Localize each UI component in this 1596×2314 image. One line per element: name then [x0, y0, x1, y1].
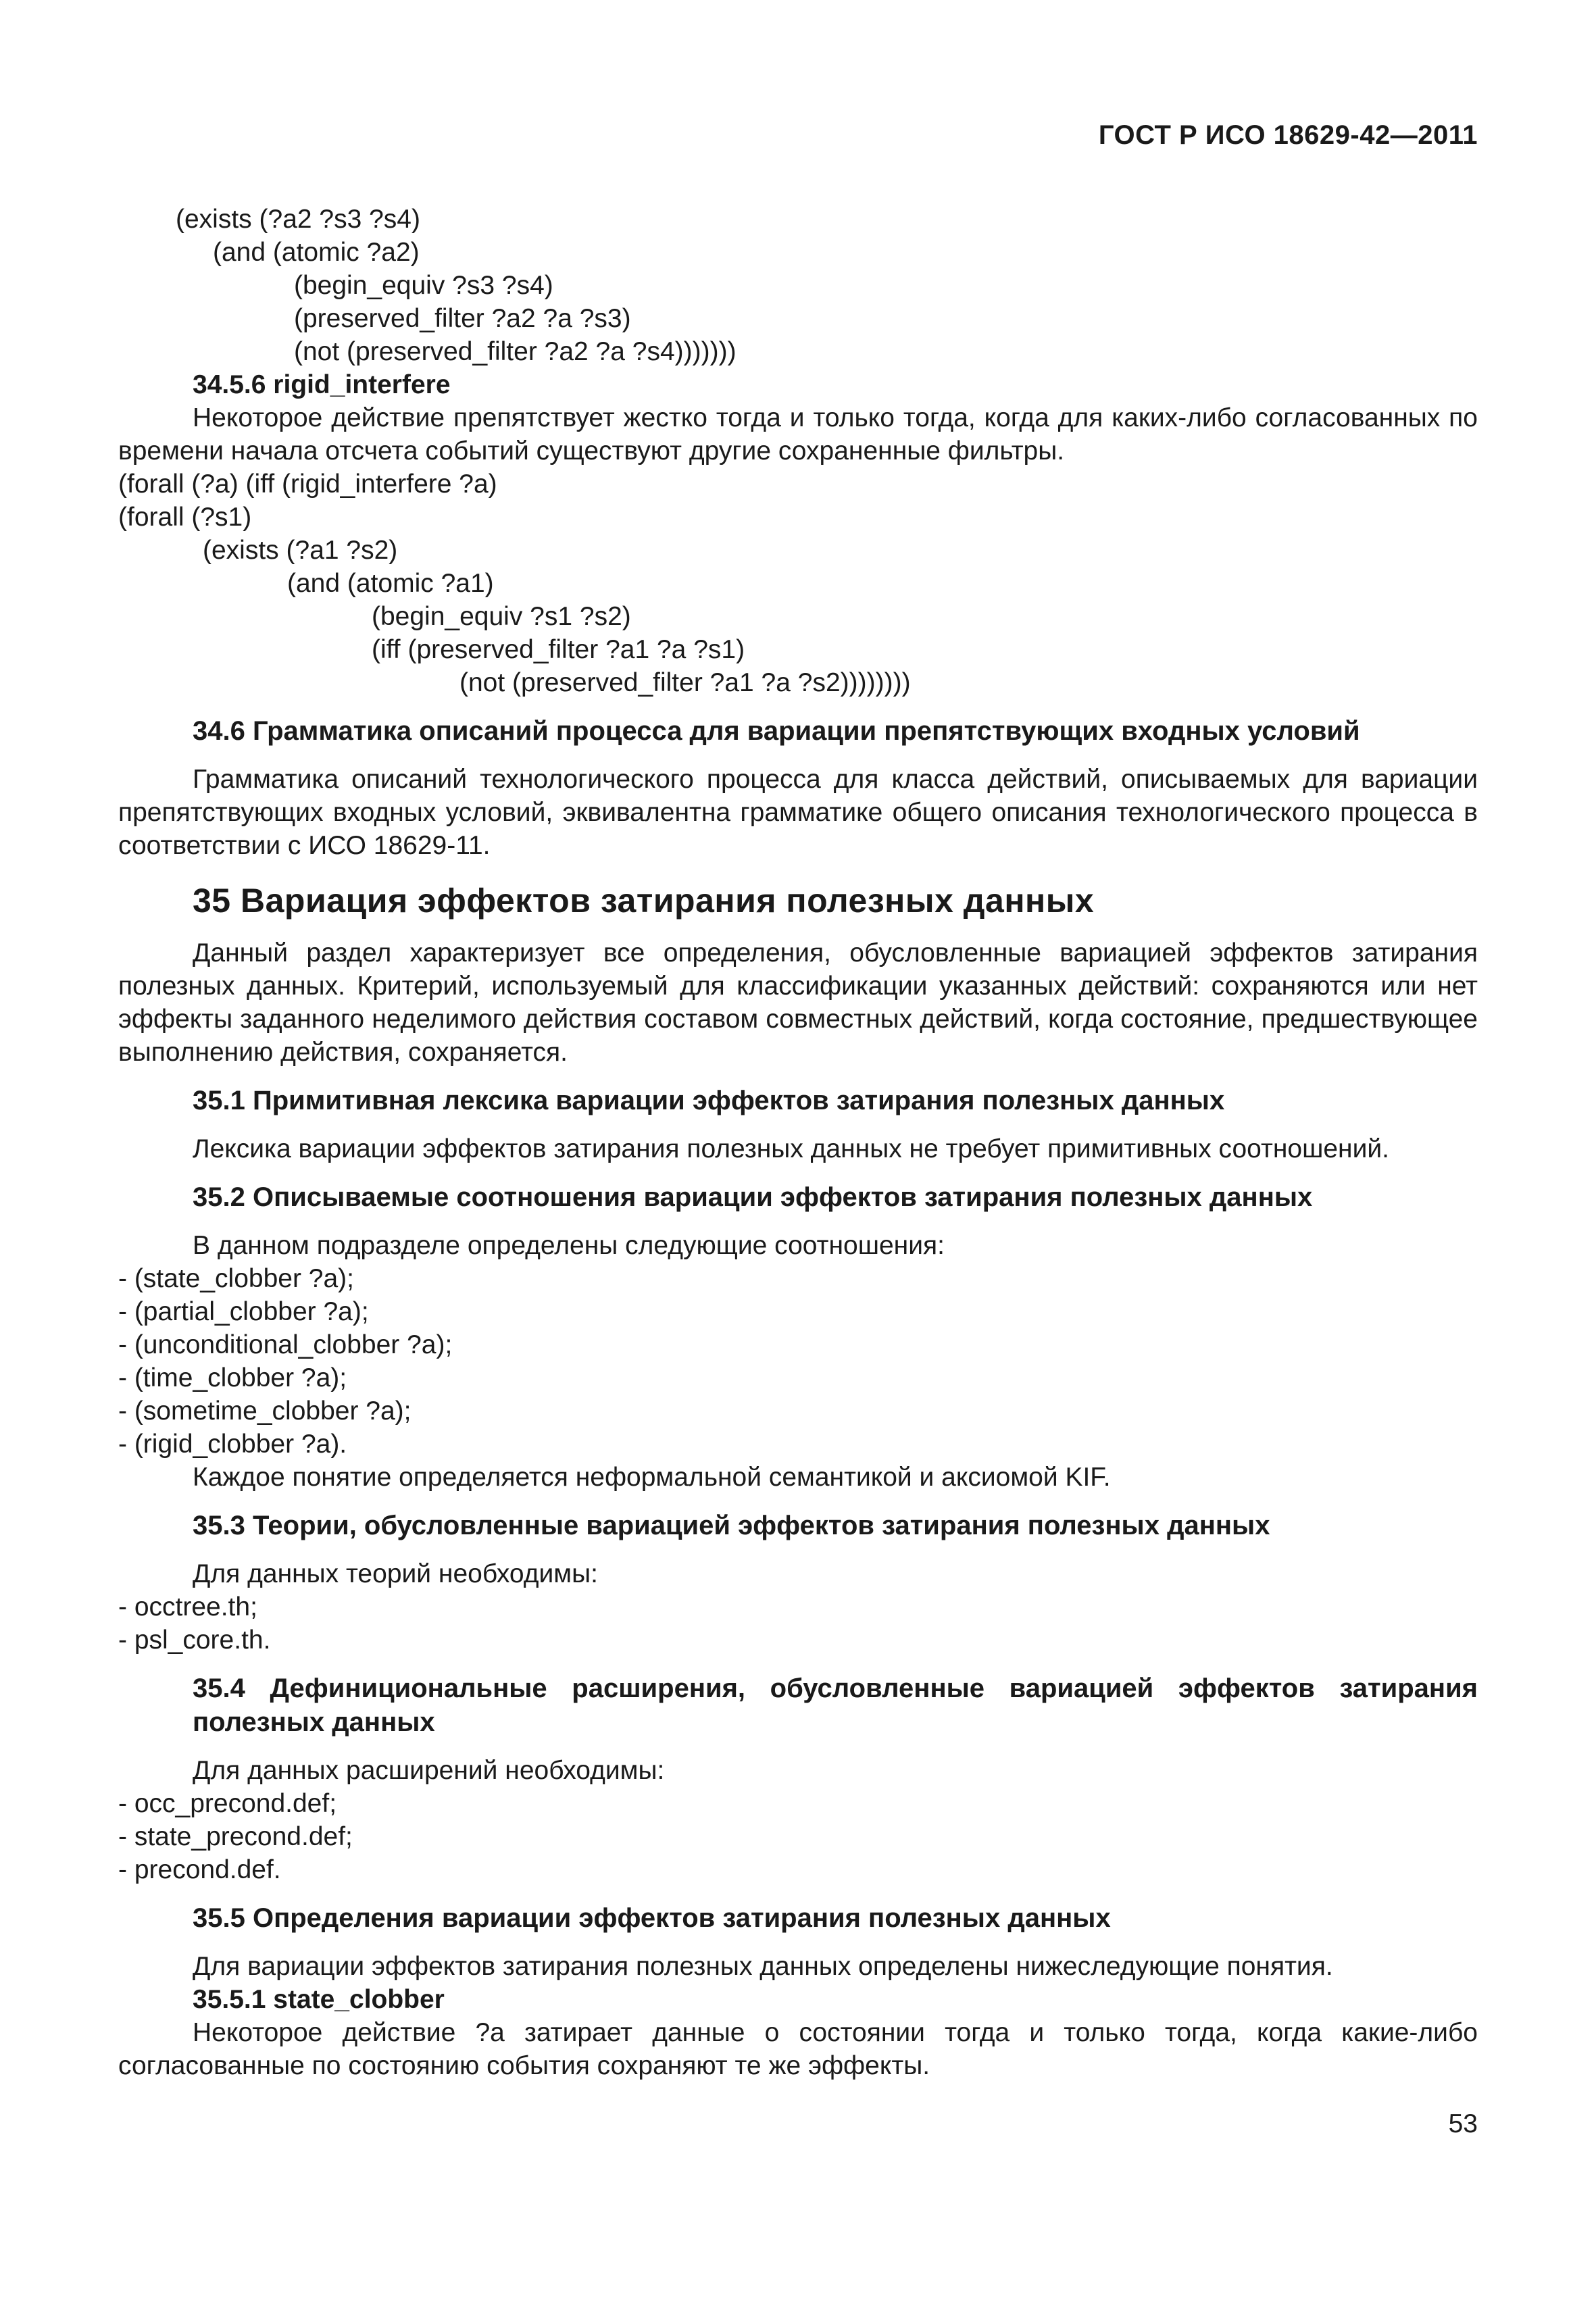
list-item: - (state_clobber ?a);: [118, 1264, 355, 1293]
list-intro: Для данных расширений необходимы:: [193, 1756, 665, 1785]
list-item: - precond.def.: [118, 1855, 281, 1884]
paragraph-35: [118, 936, 1478, 1069]
section-heading-35-3: 35.3 Теории, обусловленные вариацией эффектов затирания полезных данных: [193, 1511, 1270, 1540]
list-item: - (time_clobber ?a);: [118, 1363, 347, 1392]
page-content: [118, 203, 1478, 2082]
code-line: (not (preserved_filter ?a2 ?a ?s4))))))): [294, 337, 737, 366]
paragraph-34-6: [118, 763, 1478, 862]
code-line: (preserved_filter ?a2 ?a ?s3): [294, 304, 631, 333]
paragraph-34-5-6: [118, 401, 1478, 468]
code-line: (iff (preserved_filter ?a1 ?a ?s1): [372, 635, 745, 664]
paragraph-text: Лексика вариации эффектов затирания полезных данных не требует примитивных соотношений.: [193, 1134, 1389, 1163]
paragraph-35-1: [118, 1132, 1478, 1165]
code-line: (exists (?a2 ?s3 ?s4): [176, 205, 420, 234]
chapter-heading-35: 35 Вариация эффектов затирания полезных данных: [193, 882, 1095, 920]
section-heading-35-5: 35.5 Определения вариации эффектов затирания полезных данных: [193, 1903, 1111, 1933]
code-line: (and (atomic ?a2): [213, 238, 420, 267]
paragraph-text: Для вариации эффектов затирания полезных данных определены нижеследующие понятия.: [193, 1952, 1333, 1981]
list-item: - (rigid_clobber ?a).: [118, 1430, 347, 1459]
code-line: (exists (?a1 ?s2): [203, 536, 398, 565]
subsection-heading-35-5-1: 35.5.1 state_clobber: [193, 1985, 445, 2014]
list-item: - (sometime_clobber ?a);: [118, 1397, 412, 1426]
paragraph-35-5-1: [118, 2016, 1478, 2082]
paragraph-text: Данный раздел характеризует все определения, обусловленные вариацией эффектов затирания полезных данных. Критерий, используемый для классификации указанных действий: сохраняются или нет эффекты заданного неделимого действия составом совместных действий, когда состояние, предшествующее выполнению действия, сохраняется.: [118, 938, 1478, 1067]
list-item: - psl_core.th.: [118, 1626, 271, 1655]
page-number: 53: [1448, 2109, 1478, 2138]
paragraph-text: Грамматика описаний технологического процесса для класса действий, описываемых для вариации препятствующих входных условий, эквивалентна грамматике общего описания технологического процесса в соответствии с ИСО 18629-11.: [118, 765, 1478, 860]
paragraph-text: Каждое понятие определяется неформальной семантикой и аксиомой KIF.: [193, 1463, 1111, 1492]
code-line: (begin_equiv ?s1 ?s2): [372, 602, 631, 631]
list-item: - (partial_clobber ?a);: [118, 1297, 369, 1326]
list-item: - (unconditional_clobber ?a);: [118, 1330, 453, 1359]
paragraph-text: Некоторое действие препятствует жестко тогда и только тогда, когда для каких-либо согласованных по времени начала отсчета событий существуют другие сохраненные фильтры.: [118, 403, 1478, 466]
section-heading-35-1: 35.1 Примитивная лексика вариации эффектов затирания полезных данных: [193, 1086, 1225, 1115]
code-line: (and (atomic ?a1): [287, 569, 494, 598]
list-item: - state_precond.def;: [118, 1822, 353, 1851]
list-intro: Для данных теорий необходимы:: [193, 1559, 598, 1588]
code-line: (begin_equiv ?s3 ?s4): [294, 271, 553, 300]
paragraph-text: Некоторое действие ?a затирает данные о состоянии тогда и только тогда, когда какие-либо согласованные по состоянию события сохраняют те же эффекты.: [118, 2018, 1478, 2080]
code-line: (forall (?a) (iff (rigid_interfere ?a): [118, 470, 497, 499]
section-heading-34-6: 34.6 Грамматика описаний процесса для вариации препятствующих входных условий: [193, 716, 1360, 746]
section-heading-35-2: 35.2 Описываемые соотношения вариации эффектов затирания полезных данных: [193, 1182, 1313, 1212]
subsection-heading-34-5-6: 34.5.6 rigid_interfere: [193, 370, 451, 399]
document-code-header: ГОСТ Р ИСО 18629-42—2011: [1098, 120, 1478, 150]
code-line: (forall (?s1): [118, 503, 252, 532]
list-intro: В данном подразделе определены следующие соотношения:: [193, 1231, 945, 1260]
list-item: - occ_precond.def;: [118, 1789, 337, 1818]
section-heading-35-4: 35.4 Дефинициональные расширения, обусловленные вариацией эффектов затирания полезных данных: [193, 1674, 1478, 1737]
code-line: (not (preserved_filter ?a1 ?a ?s2)))))))): [459, 668, 911, 697]
list-item: - occtree.th;: [118, 1592, 257, 1621]
